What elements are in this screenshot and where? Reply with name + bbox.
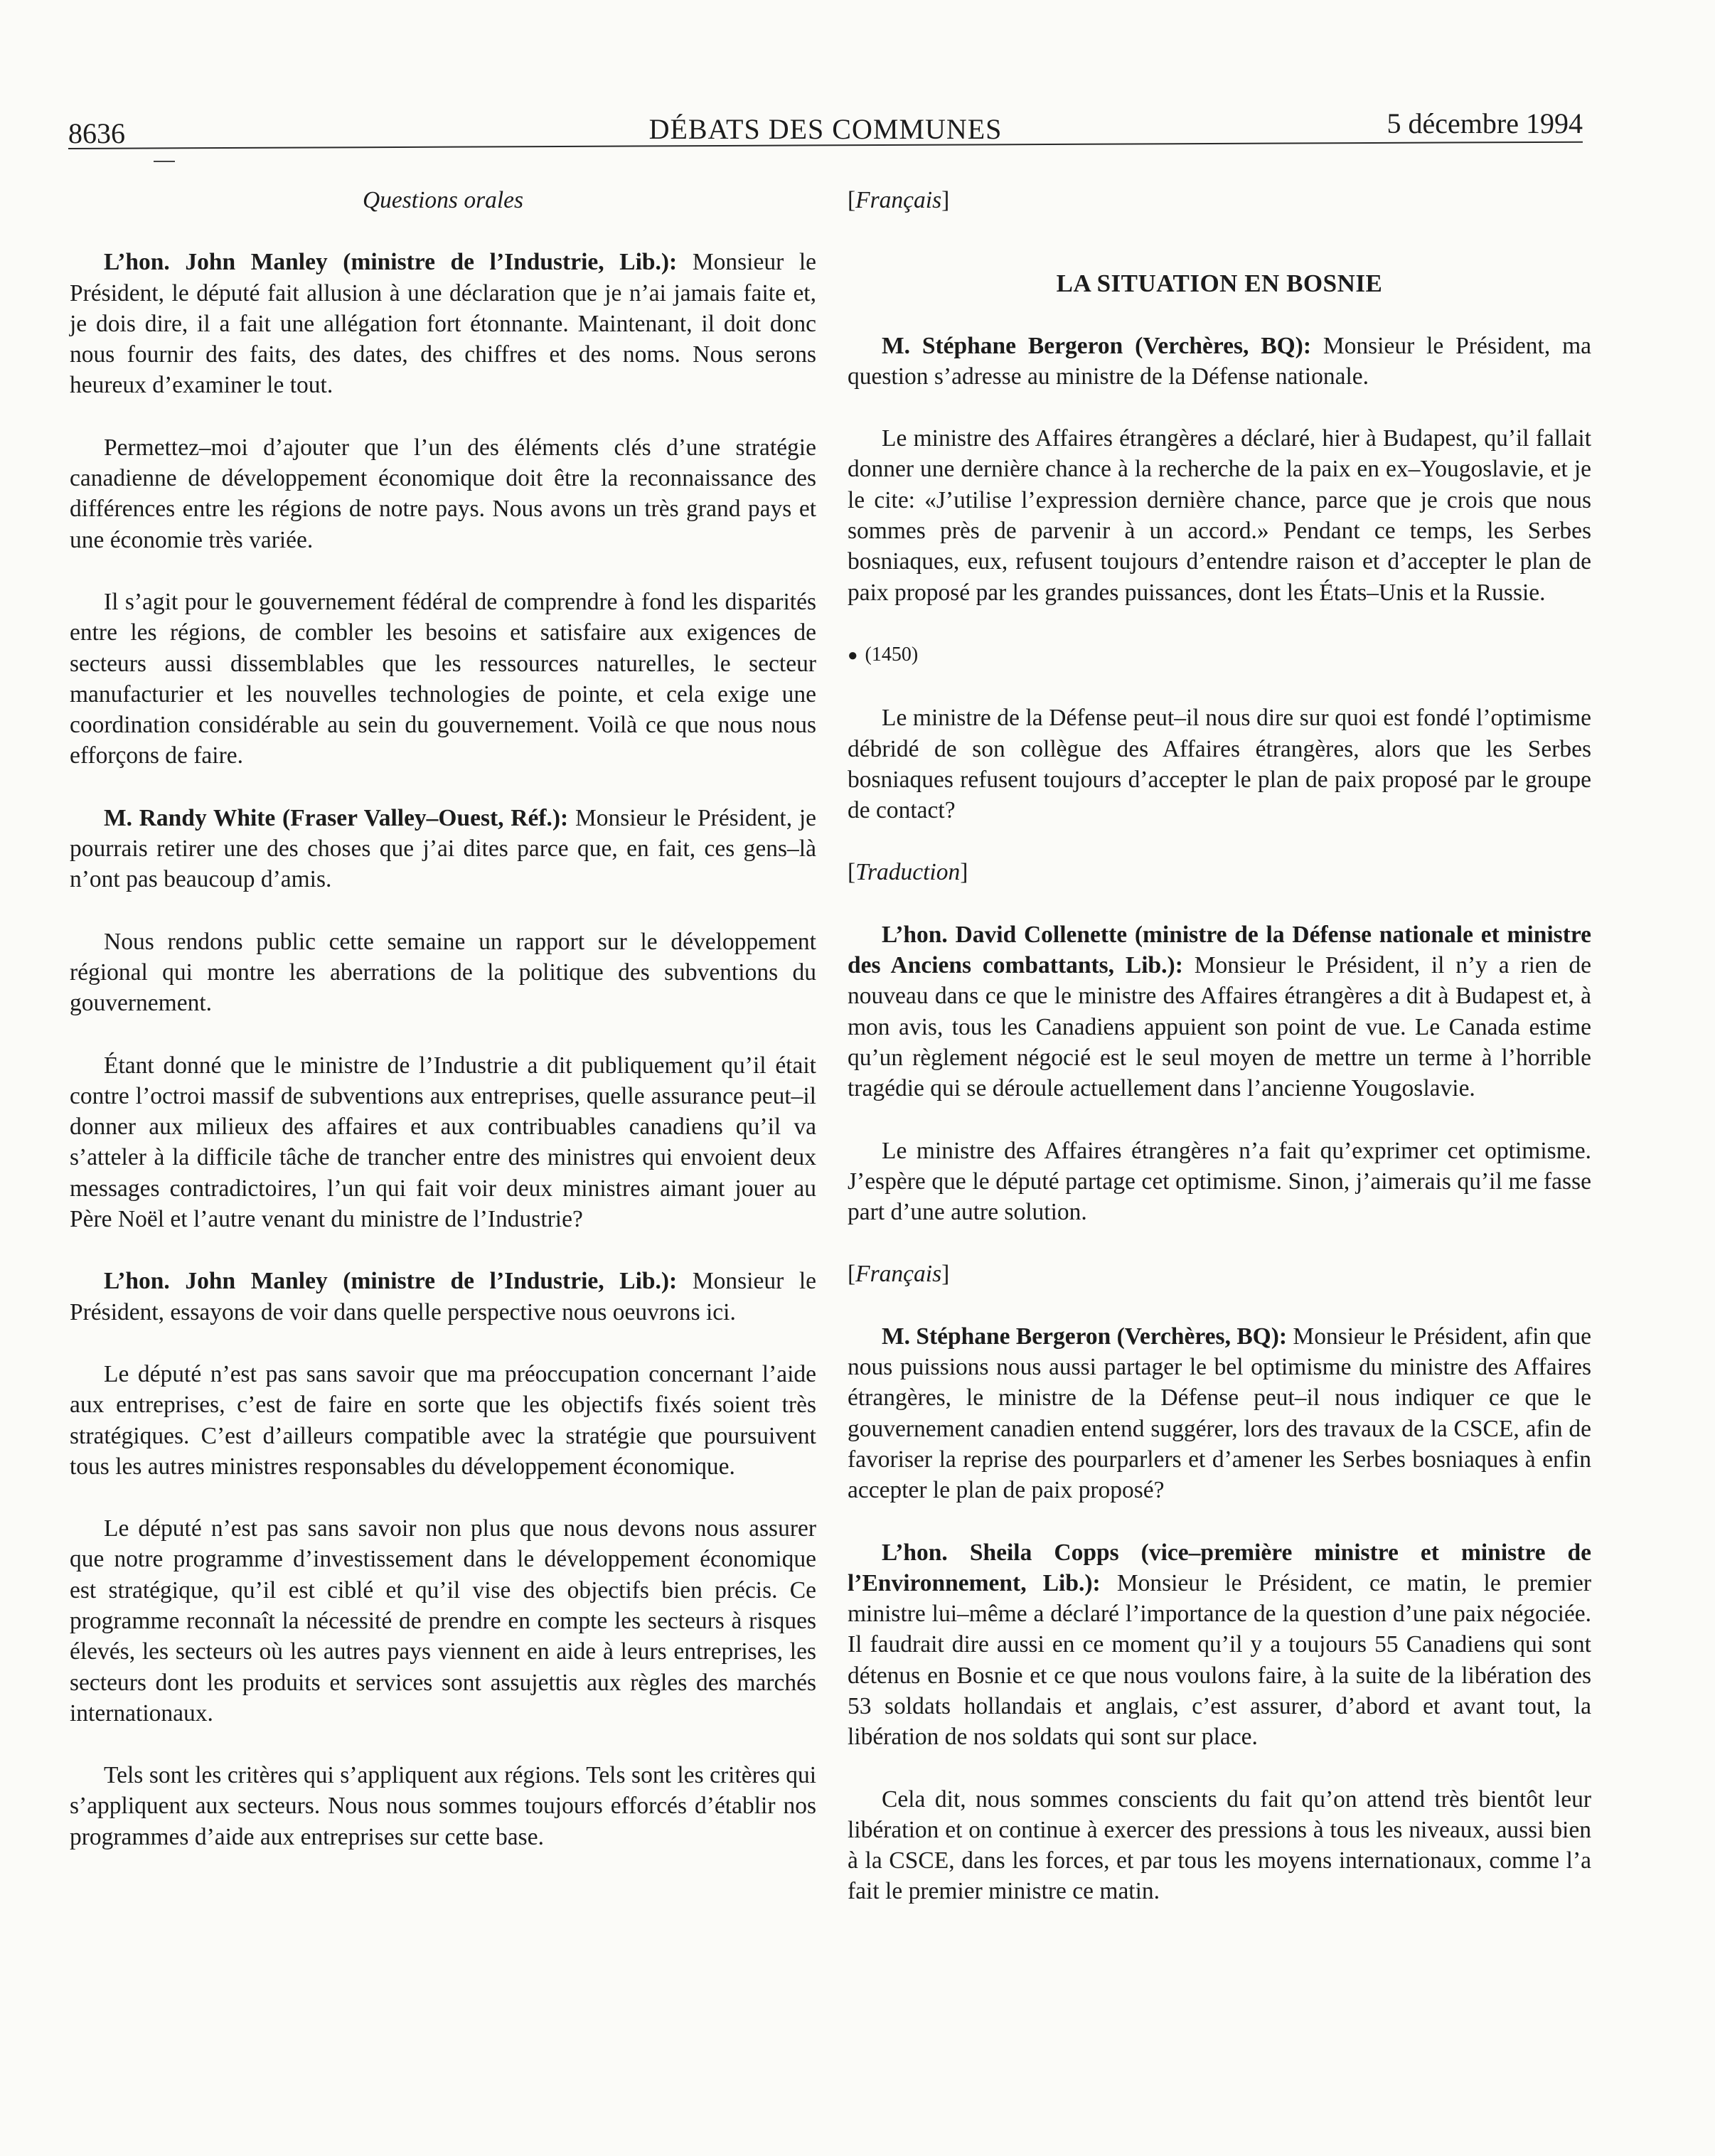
bullet-icon: ●: [848, 646, 858, 665]
paragraph: [70, 247, 816, 400]
paragraph: [848, 423, 1591, 608]
paragraph: [70, 1050, 816, 1235]
speaker-name: L’hon. John Manley (ministre de l’Industrie, Lib.):: [104, 249, 678, 276]
speech-text: Le ministre des Affaires étrangères a déclaré, hier à Budapest, qu’il fallait donner une dernière chance à la recherche de la paix en ex–Yougoslavie, et je le cite: «J’utilise l’expression dernière chance, parce que je crois que nous sommes près de parvenir à un accord.» Pendant ce temps, les Serbes bosniaques, eux, refusent toujours d’entendre raison et d’accepter le plan de paix proposé par les grandes puissances, dont les États–Unis et la Russie.: [848, 425, 1591, 606]
page-number: 8636: [68, 117, 125, 149]
language-tag: [Traduction]: [848, 859, 968, 886]
speaker-name: L’hon. John Manley (ministre de l’Industrie, Lib.):: [104, 1268, 678, 1295]
language-tag: [Français]: [848, 187, 950, 213]
speech-text: Monsieur le Président, essayons de voir dans quelle perspective nous oeuvrons ici.: [70, 1268, 816, 1325]
speech-text: Monsieur le Président, le député fait allusion à une déclaration que je n’ai jamais faite et, je dois dire, il a fait une allégation fort étonnante. Maintenant, il doit donc nous fournir des faits, des dates, des chiffres et des noms. Nous serons heureux d’examiner le tout.: [70, 249, 816, 399]
paragraph: [70, 1513, 816, 1729]
section-title: Questions orales: [362, 187, 524, 213]
speech-text: Cela dit, nous sommes conscients du fait qu’on attend très bientôt leur libération et on continue à exercer des pressions à tous les niveaux, aussi bien à la CSCE, dans les forces, et par tous les moyens internationaux, comme l’a fait le premier ministre ce matin.: [848, 1786, 1591, 1905]
speech-text: Monsieur le Président, afin que nous puissions nous aussi partager le bel optimisme du ministre des Affaires étrangères, le ministre de la Défense peut–il nous indiquer ce que le gouvernement canadien entend suggérer, lors des travaux de la CSCE, afin de favoriser la reprise des pourparlers et d’amener les Serbes bosniaques à enfin accepter le plan de paix proposé?: [848, 1323, 1592, 1504]
paragraph: [70, 1359, 816, 1482]
paragraph: [848, 703, 1591, 826]
publication-title: DÉBATS DES COMMUNES: [648, 113, 1003, 145]
speaker-name: L’hon. Sheila Copps (vice–première ministre et ministre de l’Environnement, Lib.):: [848, 1539, 1591, 1596]
header-tick-mark: [154, 161, 175, 162]
speech-text: Monsieur le Président, ma question s’adresse au ministre de la Défense nationale.: [848, 332, 1592, 390]
paragraph: [848, 1784, 1591, 1907]
paragraph: [848, 1321, 1591, 1506]
speech-text: Il s’agit pour le gouvernement fédéral de comprendre à fond les disparités entre les régions, de combler les besoins et satisfaire aux exigences de secteurs aussi dissemblables que les ressources naturelles, le secteur manufacturier et les nouvelles technologies de pointe, et cela exige une coordination considérable au sein du gouvernement. Voilà ce que nous nous efforçons de faire.: [70, 588, 816, 769]
speech-text: Tels sont les critères qui s’appliquent aux régions. Tels sont les critères qui s’appliquent aux secteurs. Nous nous sommes toujours efforcés d’établir nos programmes d’aide aux entreprises sur cette base.: [70, 1762, 816, 1850]
paragraph: [848, 1136, 1591, 1228]
speech-text: Le ministre des Affaires étrangères n’a fait qu’exprimer cet optimisme. J’espère que le député partage cet optimisme. Sinon, j’aimerais qu’il me fasse part d’une autre solution.: [848, 1137, 1591, 1226]
time-marker-text: (1450): [865, 643, 919, 666]
paragraph: [70, 1760, 816, 1852]
page-date: 5 décembre 1994: [1387, 107, 1583, 139]
speech-text: Monsieur le Président, ce matin, le premier ministre lui–même a déclaré l’importance de la question d’une paix négociée. Il faudrait dire aussi en ce moment qu’il y a toujours 55 Canadiens qui sont détenus en Bosnie et ce que nous voulons faire, à la suite de la libération des 53 soldats hollandais et anglais, c’est assurer, d’abord et avant tout, la libération de nos soldats qui sont sur place.: [848, 1569, 1591, 1751]
speaker-name: M. Stéphane Bergeron (Verchères, BQ):: [882, 332, 1311, 359]
paragraph: [70, 587, 816, 772]
language-label: Français: [855, 187, 942, 213]
paragraph: [70, 1266, 816, 1328]
speech-text: Le député n’est pas sans savoir non plus que nous devons nous assurer que notre programme d’investissement dans le développement économique est stratégique, qu’il est ciblé et qu’il vise des objectifs bien précis. Ce programme reconnaît la nécessité de prendre en compte les secteurs à risques élevés, les secteurs où les autres pays viennent en aide à leurs entreprises, les secteurs dont les produits et services sont assujettis aux règles des marchés internationaux.: [70, 1515, 816, 1727]
speech-text: Monsieur le Président, il n’y a rien de nouveau dans ce que le ministre des Affaires étrangères a dit à Budapest et, à mon avis, tous les Canadiens appuient son point de vue. Le Canada estime qu’un règlement négocié est le seul moyen de mettre un terme à l’horrible tragédie qui se déroule actuellement dans l’ancienne Yougoslavie.: [848, 952, 1591, 1102]
right-column: [848, 185, 1591, 1938]
paragraph: [70, 432, 816, 555]
section-heading: LA SITUATION EN BOSNIE: [1056, 270, 1383, 298]
speech-text: Étant donné que le ministre de l’Industrie a dit publiquement qu’il était contre l’octroi massif de subventions aux entreprises, quelle assurance peut–il donner aux milieux des affaires et aux contribuables canadiens qu’il va s’atteler à la difficile tâche de trancher entre des ministres qui envoient deux messages contradictoires, l’un qui fait voir deux ministres aimant jouer au Père Noël et l’autre venant du ministre de l’Industrie?: [70, 1052, 816, 1233]
paragraph: [848, 919, 1591, 1104]
speaker-name: M. Randy White (Fraser Valley–Ouest, Réf.):: [104, 804, 569, 831]
time-marker: [848, 639, 1591, 671]
paragraph: [70, 927, 816, 1019]
paragraph: [848, 331, 1591, 393]
language-label: Français: [855, 1261, 942, 1288]
paragraph: [848, 1537, 1591, 1753]
speech-text: Le député n’est pas sans savoir que ma préoccupation concernant l’aide aux entreprises, c’est de faire en sorte que les objectifs fixés soient très stratégiques. C’est d’ailleurs compatible avec la stratégie que poursuivent tous les autres ministres responsables du développement économique.: [70, 1360, 816, 1480]
speech-text: Nous rendons public cette semaine un rapport sur le développement régional qui montre les aberrations de la politique des subventions du gouvernement.: [70, 928, 816, 1017]
speaker-name: L’hon. David Collenette (ministre de la Défense nationale et ministre des Anciens combattants, Lib.):: [848, 921, 1591, 979]
language-tag: [Français]: [848, 1261, 950, 1288]
speech-text: Le ministre de la Défense peut–il nous dire sur quoi est fondé l’optimisme débridé de son collègue des Affaires étrangères, alors que les Serbes bosniaques refusent toujours d’accepter le plan de paix proposé par le groupe de contact?: [848, 705, 1591, 824]
speech-text: Permettez–moi d’ajouter que l’un des éléments clés d’une stratégie canadienne de développement économique doit être la reconnaissance des différences entre les régions de notre pays. Nous avons un très grand pays et une économie très variée.: [70, 434, 816, 553]
paragraph: [70, 803, 816, 895]
language-label: Traduction: [855, 859, 961, 886]
speaker-name: M. Stéphane Bergeron (Verchères, BQ):: [882, 1323, 1288, 1350]
left-column: [70, 185, 816, 1884]
speech-text: Monsieur le Président, je pourrais retirer une des choses que j’ai dites parce que, en fait, ces gens–là n’ont pas beaucoup d’amis.: [70, 804, 817, 893]
